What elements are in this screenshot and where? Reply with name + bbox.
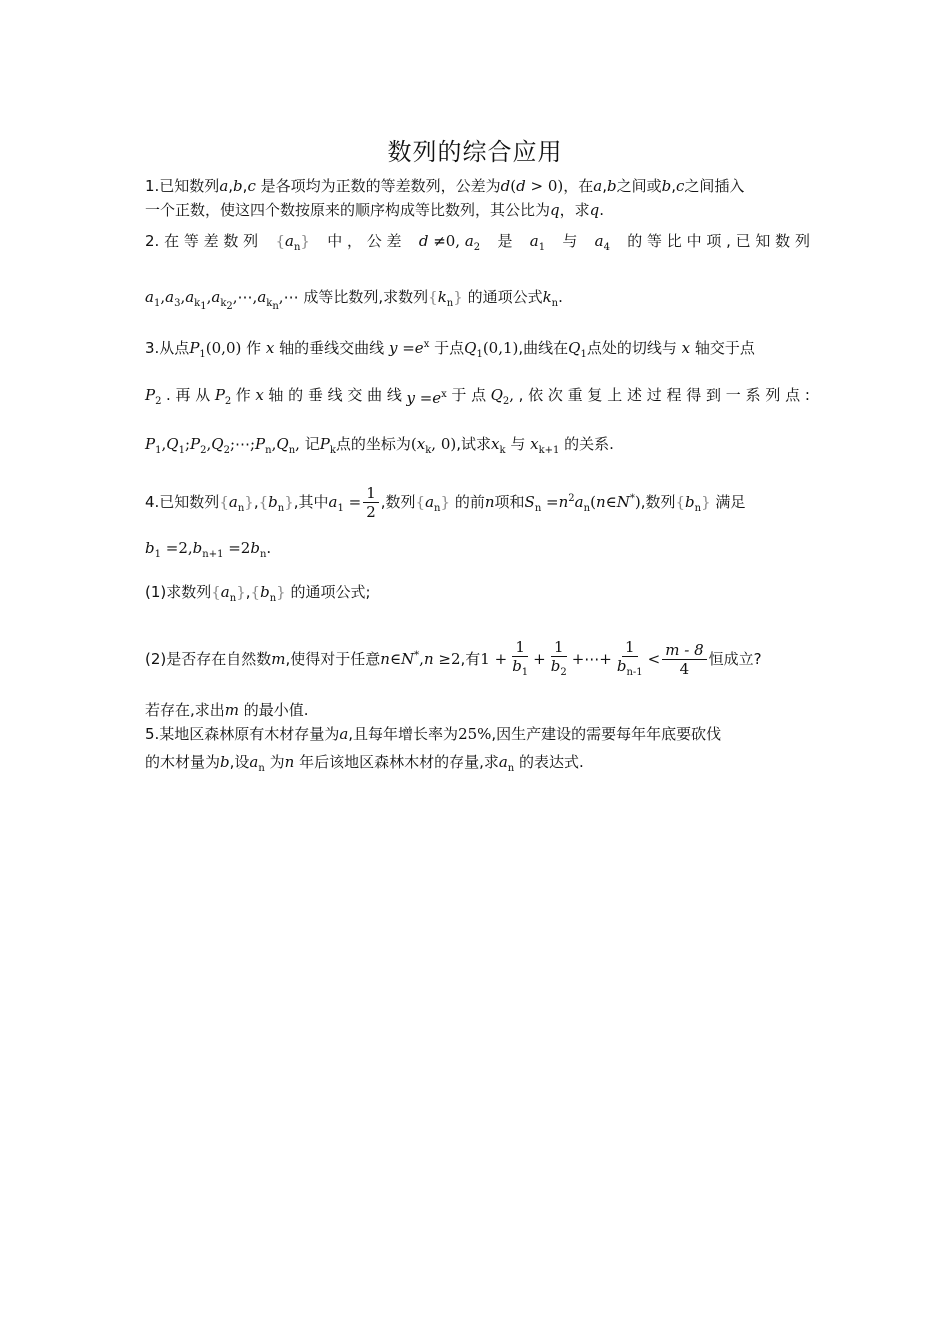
problem-3-line-1: 3.从点$P_1(0,0)$ 作 x 轴的垂线交曲线 $y =e^x$ 于点$Q_1(0,1)$,曲线在$Q_1$点处的切线与 x 轴交于点	[145, 339, 755, 360]
problem-2-line-1: 2. 在 等 差 数 列 $\{a_n\}$ 中 ， 公 差 d ≠0, $a_2$ 是 $a_1$ 与 $a_4$ 的 等 比 中 项 , 已 知 数 列	[145, 232, 810, 253]
problem-3-line-2: $P_2$ . 再 从 $P_2$ 作 x 轴 的 垂 线 交 曲 线 $y =e^x$ 于 点 $Q_2$, , 依 次 重 复 上 述 过 程 得 到 一 系 列 点 :	[145, 386, 810, 407]
problem-4-line-1: 4.已知数列$\{a_n\},\{b_n\}$,其中$a_1$ = $\frac{1}{2}$ ,数列$\{a_n\}$ 的前n项和$S_n$ $=n^2a_n(n\in N^*)$,数列$\{b_n\}$ 满足	[145, 484, 746, 521]
problem-4-question-1: (1)求数列$\{a_n\},\{b_n\}$ 的通项公式;	[145, 583, 371, 604]
problem-4-question-2-end: 若存在,求出m 的最小值.	[145, 701, 309, 719]
problem-5-line-2: 的木材量为b,设$a_n$ 为n 年后该地区森林木材的存量,求$a_n$ 的表达式.	[145, 753, 584, 774]
problem-1-line-2: 一个正数，使这四个数按原来的顺序构成等比数列，其公比为q，求q.	[145, 201, 605, 219]
problem-4-line-2: $b_1 =2,b_{n+1} =2b_n$.	[145, 539, 272, 560]
problem-3-line-3: $P_1,Q_1;P_2,Q_2;\cdots;P_n,Q_n$, 记$P_k$点的坐标为($x_k$, 0),试求$x_k$ 与 $x_{k+1}$ 的关系.	[145, 435, 614, 456]
page-title: 数列的综合应用	[387, 138, 563, 166]
problem-5-line-1: 5.某地区森林原有木材存量为a,且每年增长率为25%,因生产建设的需要每年年底要砍伐	[145, 725, 722, 743]
problem-2-line-2: $a_1,a_3,a_{k_1},a_{k_2},\cdots,a_{k_n},\cdots$ 成等比数列,求数列$\{k_n\}$ 的通项公式$k_n$.	[145, 288, 563, 312]
problem-4-question-2: (2)是否存在自然数m,使得对于任意n∈N*,n ≥2,有1 + $\frac{1}{b_1}$ + $\frac{1}{b_2}$ +⋯+ $\frac{1}{b_{n-1}}$ < $\frac{m - 8}{4}$ 恒成立?	[145, 637, 762, 678]
problem-1-line-1: 1.已知数列a,b,c 是各项均为正数的等差数列，公差为d(d > 0)，在a,b之间或b,c之间插入	[145, 177, 745, 195]
